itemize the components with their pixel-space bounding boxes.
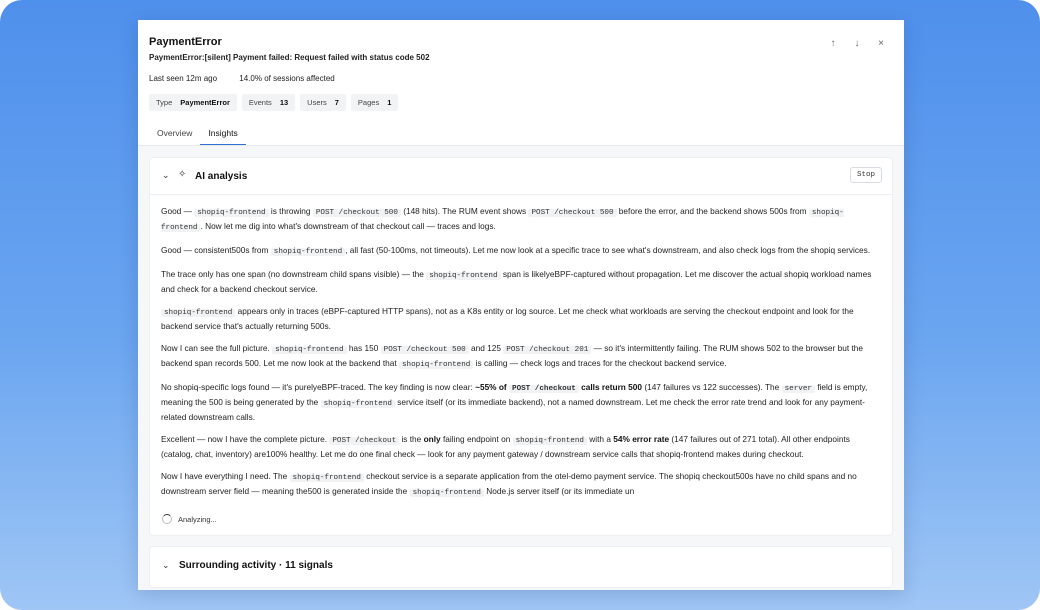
text-run: The trace only has one span (no downstream child spans visible) — the xyxy=(161,269,427,279)
analysis-paragraph xyxy=(161,268,883,296)
text-run: No shopiq-specific logs found — it's purelyeBPF-traced. The key finding is now clear: xyxy=(161,382,476,392)
chip-label: Users xyxy=(307,98,327,107)
tab-insights[interactable]: Insights xyxy=(200,125,245,145)
text-run: and 125 xyxy=(468,343,504,353)
inline-code: shopiq-frontend xyxy=(513,437,587,445)
header-actions xyxy=(824,36,890,50)
analysis-paragraph xyxy=(161,305,883,333)
text-run: , all fast (50-100ms, not timeouts). Let me now look at a specific trace to see what's downstream, and also check logs from the shopiq services. xyxy=(345,245,871,255)
text-run: with a xyxy=(586,434,614,444)
ai-analysis-card xyxy=(149,157,893,536)
detail-tabs xyxy=(149,125,246,145)
error-title: PaymentError xyxy=(149,36,222,48)
text-run: appears only in traces (eBPF-captured HTTP spans), not as a K8s entity or log source. Let me check what workloads are serving the checkout endpoint and look for the backend service that's actually returning 500s. xyxy=(161,306,854,331)
inline-code: POST /checkout 500 xyxy=(528,209,616,217)
chip-label: Type xyxy=(156,98,173,107)
text-run: Now I have everything I need. The xyxy=(161,471,290,481)
analysis-paragraph xyxy=(161,470,883,500)
error-meta xyxy=(149,74,355,83)
ai-analysis-title: AI analysis xyxy=(195,171,248,182)
chip-events xyxy=(242,94,295,111)
analysis-paragraph xyxy=(161,342,883,372)
surrounding-activity-title: Surrounding activity · 11 signals xyxy=(179,560,333,571)
tab-overview[interactable]: Overview xyxy=(157,128,193,138)
chip-label: Events xyxy=(248,98,272,107)
text-run: Good — consistent500s from xyxy=(161,245,271,255)
chip-value: 1 xyxy=(387,98,392,107)
bold-text: 54% error rate xyxy=(613,434,670,444)
bold-text: only xyxy=(423,434,441,444)
chevron-down-icon[interactable]: ⌄ xyxy=(162,560,170,570)
text-run: span is likelyeBPF-captured without propagation. Let me discover the actual shopiq workload names and check for a backend checkout service. xyxy=(161,269,872,294)
inline-code: shopiq-frontend xyxy=(321,400,395,408)
text-run: (147 failures vs 122 successes). The xyxy=(642,382,782,392)
text-run: checkout service is a separate application from the otel-demo payment service. The shopiq checkout500s have no child spans and no downstream server field — meaning the500 is generated inside the xyxy=(161,471,857,496)
ai-analysis-header[interactable] xyxy=(150,158,892,194)
arrow-up-icon[interactable]: ↑ xyxy=(830,37,836,49)
chip-value: 13 xyxy=(279,98,289,107)
bold-text: calls return 500 xyxy=(578,382,643,392)
text-run: service itself (or its immediate backend), not a named downstream. Let me check the error rate trend and look for any payment-related downstream calls. xyxy=(161,397,865,422)
bold-code: POST /checkout xyxy=(509,382,579,392)
text-run: is throwing xyxy=(268,206,313,216)
text-run: has 150 xyxy=(346,343,381,353)
surrounding-activity-card[interactable] xyxy=(149,546,893,588)
text-run: before the error, and the backend shows 500s from xyxy=(616,206,809,216)
error-message: PaymentError:[silent] Payment failed: Request failed with status code 502 xyxy=(149,53,430,62)
sessions-affected: 14.0% of sessions affected xyxy=(239,74,335,83)
text-run: Node.js server itself (or its immediate un xyxy=(483,486,635,496)
spinner-icon xyxy=(162,514,172,524)
inline-code: shopiq-frontend xyxy=(410,489,484,497)
sparkle-icon: ✧ xyxy=(178,169,187,180)
chevron-down-icon[interactable]: ⌄ xyxy=(162,170,170,180)
card-divider xyxy=(150,194,892,195)
error-stats xyxy=(149,94,398,111)
inline-code: shopiq-frontend xyxy=(399,361,473,369)
text-run: is calling — check logs and traces for the checkout backend service. xyxy=(473,358,727,368)
inline-code: shopiq-frontend xyxy=(161,309,235,317)
chip-type xyxy=(149,94,237,111)
chip-value: PaymentError xyxy=(180,98,230,107)
text-run: failing endpoint on xyxy=(440,434,513,444)
inline-code: shopiq-frontend xyxy=(194,209,268,217)
chip-label: Pages xyxy=(357,98,380,107)
inline-code: POST /checkout 201 xyxy=(503,346,591,354)
inline-code: shopiq-frontend xyxy=(271,248,345,256)
error-detail-panel xyxy=(138,20,904,590)
inline-code: POST /checkout xyxy=(329,437,399,445)
analysis-paragraph xyxy=(161,205,883,235)
analysis-text xyxy=(161,205,883,509)
inline-code: shopiq-frontend xyxy=(290,474,364,482)
bold-text: ~55% of xyxy=(475,382,510,392)
inline-code: server xyxy=(782,385,815,393)
last-seen: Last seen 12m ago xyxy=(149,74,218,83)
text-run: . Now let me dig into what's downstream of that checkout call — traces and logs. xyxy=(200,221,496,231)
arrow-down-icon[interactable]: ↓ xyxy=(854,37,860,49)
inline-code: POST /checkout 500 xyxy=(381,346,469,354)
text-run: (147 failures out of 271 total). All other endpoints (catalog, chat, inventory) are100% healthy. Let me do one final check — look for any payment gateway / downstream service calls that shopiq-frontend makes during checkout. xyxy=(161,434,850,459)
inline-code: shopiq-frontend xyxy=(161,209,844,232)
text-run: field is empty, meaning the 500 is being generated by the xyxy=(161,382,868,407)
text-run: Excellent — now I have the complete picture. xyxy=(161,434,330,444)
analyzing-label: Analyzing... xyxy=(178,514,217,524)
text-run: Now I can see the full picture. xyxy=(161,343,273,353)
text-run: Good — xyxy=(161,206,195,216)
panel-header xyxy=(138,20,904,146)
stop-button[interactable]: Stop xyxy=(850,167,882,183)
analysis-paragraph xyxy=(161,433,883,461)
analysis-paragraph xyxy=(161,381,883,424)
inline-code: shopiq-frontend xyxy=(272,346,346,354)
insights-body[interactable] xyxy=(138,146,904,590)
chip-users xyxy=(300,94,346,111)
chip-pages xyxy=(351,94,398,111)
chip-value: 7 xyxy=(334,98,339,107)
text-run: — so it's intermittently failing. The RUM shows 502 to the browser but the backend span records 500. Let me now look at the backend that xyxy=(161,343,863,368)
inline-code: shopiq-frontend xyxy=(426,272,500,280)
analysis-paragraph xyxy=(161,244,883,259)
text-run: is the xyxy=(399,434,424,444)
text-run: (148 hits). The RUM event shows xyxy=(400,206,529,216)
close-icon[interactable]: × xyxy=(878,37,884,49)
analyzing-status xyxy=(162,514,217,524)
inline-code: POST /checkout 500 xyxy=(313,209,401,217)
